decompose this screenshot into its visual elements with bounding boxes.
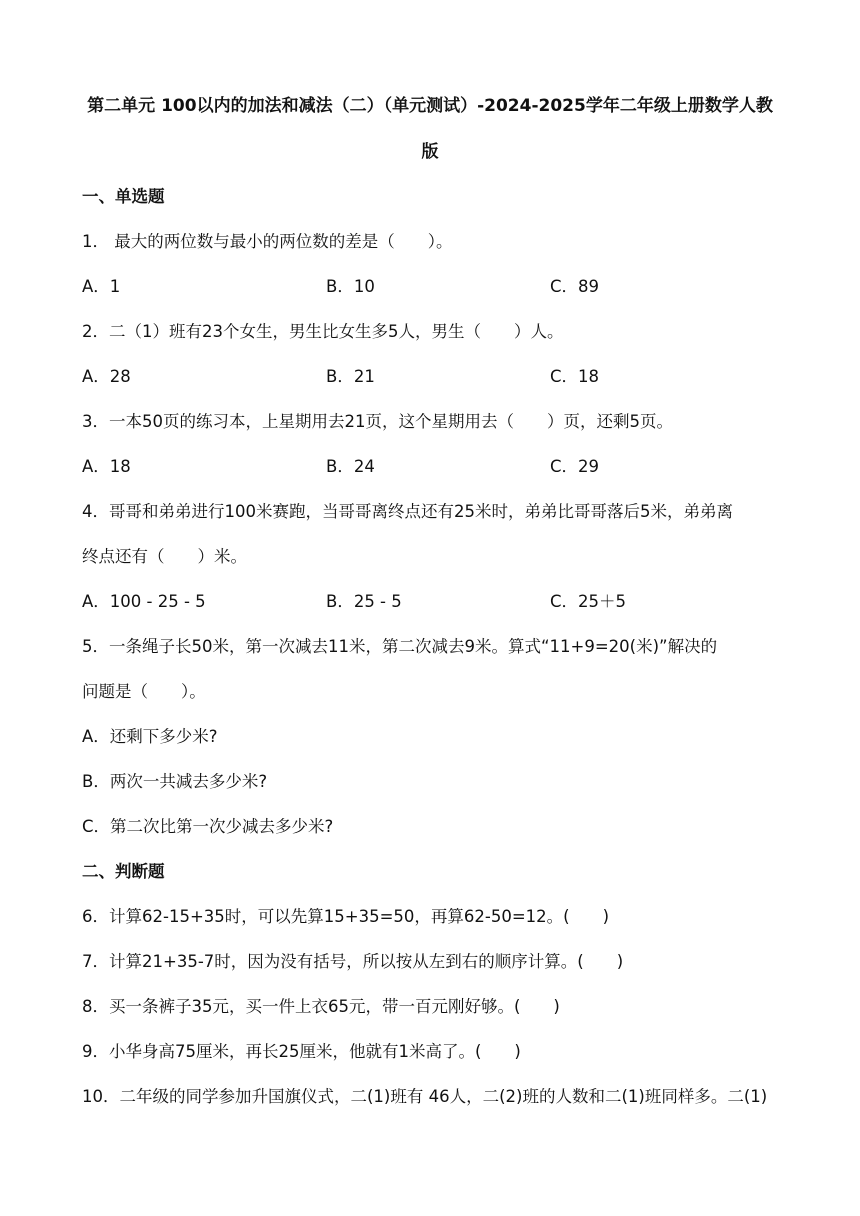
- option-b: B．24: [326, 457, 375, 476]
- question-5-option-a: A．还剩下多少米?: [82, 727, 218, 746]
- option-b: B．10: [326, 277, 375, 296]
- question-2: 2．二（1）班有23个女生，男生比女生多5人，男生（ ）人。: [82, 322, 564, 341]
- option-c: C．29: [550, 457, 600, 476]
- question-3: 3．一本50页的练习本，上星期用去21页，这个星期用去（ ）页，还剩5页。: [82, 412, 673, 431]
- section-heading-single-choice: 一、单选题: [82, 187, 165, 206]
- document-title-line1: 第二单元 100以内的加法和减法（二）（单元测试）-2024-2025学年二年级上册数学人教: [87, 96, 773, 116]
- question-5-option-c: C．第二次比第一次少减去多少米?: [82, 817, 334, 836]
- option-c: C．18: [550, 367, 600, 386]
- option-a: A．18: [82, 457, 131, 476]
- question-5-line1: 5．一条绳子长50米，第一次减去11米，第二次减去9米。算式“11+9=20(米)”解决的: [82, 637, 718, 656]
- question-5-line2: 问题是（ ）。: [82, 682, 206, 701]
- question-10: 10．二年级的同学参加升国旗仪式，二(1)班有 46人，二(2)班的人数和二(1)班同样多。二(1): [82, 1087, 768, 1106]
- question-5-option-b: B．两次一共减去多少米?: [82, 772, 268, 791]
- document-title-line2: 版: [421, 142, 439, 162]
- option-a: A．28: [82, 367, 131, 386]
- question-4-line2: 终点还有（ ）米。: [82, 547, 247, 566]
- option-c: C．25＋5: [550, 592, 627, 611]
- question-6: 6．计算62-15+35时，可以先算15+35=50，再算62-50=12。( ): [82, 907, 610, 926]
- question-7: 7．计算21+35-7时，因为没有括号，所以按从左到右的顺序计算。( ): [82, 952, 624, 971]
- question-9: 9．小华身高75厘米，再长25厘米，他就有1米高了。( ): [82, 1042, 521, 1061]
- question-1: 1． 最大的两位数与最小的两位数的差是（ ）。: [82, 232, 453, 251]
- option-a: A．100 - 25 - 5: [82, 592, 206, 611]
- question-8: 8．买一条裤子35元，买一件上衣65元，带一百元刚好够。( ): [82, 997, 560, 1016]
- section-heading-true-false: 二、判断题: [82, 862, 165, 881]
- option-c: C．89: [550, 277, 600, 296]
- question-4-line1: 4．哥哥和弟弟进行100米赛跑，当哥哥离终点还有25米时，弟弟比哥哥落后5米，弟弟离: [82, 502, 733, 521]
- option-a: A．1: [82, 277, 121, 296]
- option-b: B．21: [326, 367, 375, 386]
- option-b: B．25 - 5: [326, 592, 402, 611]
